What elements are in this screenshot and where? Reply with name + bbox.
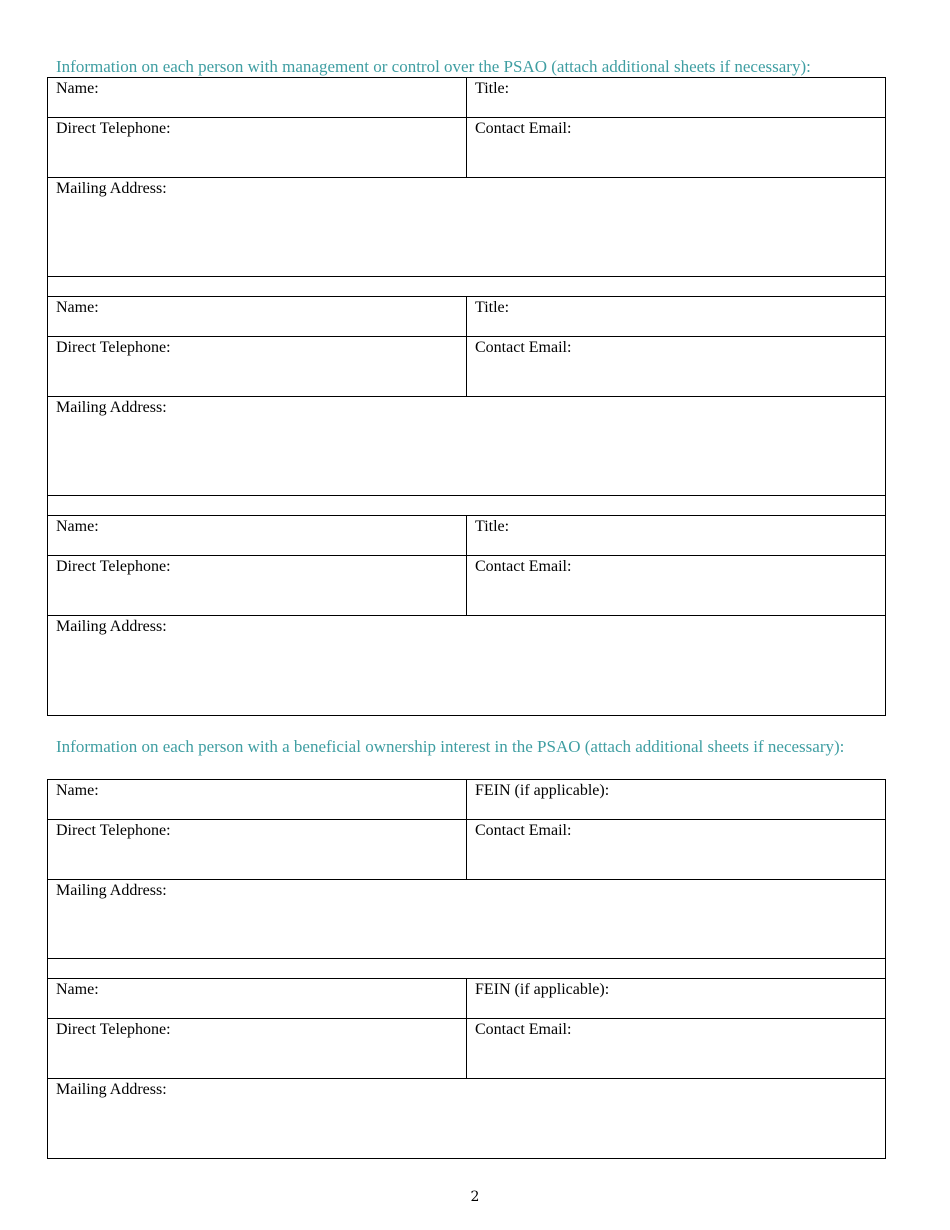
title-label: Title:	[475, 299, 510, 316]
name-title-row	[48, 516, 885, 556]
direct-telephone-field[interactable]	[48, 556, 467, 615]
ownership-table	[47, 779, 886, 1159]
contact-email-label: Contact Email:	[475, 558, 572, 575]
mailing-address-row	[48, 397, 885, 496]
direct-telephone-field[interactable]	[48, 820, 467, 879]
title-field[interactable]	[467, 78, 885, 117]
name-label: Name:	[56, 518, 99, 535]
name-label: Name:	[56, 782, 99, 799]
mailing-address-field[interactable]	[48, 1079, 885, 1158]
contact-email-field[interactable]	[467, 337, 885, 396]
contact-email-label: Contact Email:	[475, 339, 572, 356]
contact-email-label: Contact Email:	[475, 822, 572, 839]
name-label: Name:	[56, 299, 99, 316]
fein-label: FEIN (if applicable):	[475, 782, 610, 799]
name-title-row	[48, 297, 885, 337]
contact-email-label: Contact Email:	[475, 120, 572, 137]
page-number: 2	[470, 1189, 480, 1205]
contact-email-label: Contact Email:	[475, 1021, 572, 1038]
contact-email-field[interactable]	[467, 118, 885, 177]
mailing-address-label: Mailing Address:	[56, 882, 167, 899]
mailing-address-row	[48, 1079, 885, 1158]
direct-telephone-field[interactable]	[48, 337, 467, 396]
ownership-section-heading: Information on each person with a beneficial ownership interest in the PSAO (attach additional sheets if necessary):	[56, 737, 845, 756]
mailing-address-row	[48, 880, 885, 959]
management-section-heading: Information on each person with management or control over the PSAO (attach additional sheets if necessary):	[56, 57, 811, 76]
contact-email-field[interactable]	[467, 820, 885, 879]
title-field[interactable]	[467, 516, 885, 555]
name-field[interactable]	[48, 78, 467, 117]
title-label: Title:	[475, 518, 510, 535]
direct-telephone-field[interactable]	[48, 118, 467, 177]
direct-telephone-label: Direct Telephone:	[56, 339, 171, 356]
phone-email-row	[48, 1019, 885, 1079]
name-field[interactable]	[48, 297, 467, 336]
mailing-address-field[interactable]	[48, 880, 885, 958]
title-label: Title:	[475, 80, 510, 97]
mailing-address-label: Mailing Address:	[56, 1081, 167, 1098]
phone-email-row	[48, 556, 885, 616]
name-label: Name:	[56, 981, 99, 998]
name-title-row	[48, 78, 885, 118]
direct-telephone-label: Direct Telephone:	[56, 120, 171, 137]
mailing-address-label: Mailing Address:	[56, 180, 167, 197]
mailing-address-row	[48, 616, 885, 715]
direct-telephone-label: Direct Telephone:	[56, 558, 171, 575]
direct-telephone-field[interactable]	[48, 1019, 467, 1078]
name-fein-row	[48, 780, 885, 820]
management-table	[47, 77, 886, 716]
fein-label: FEIN (if applicable):	[475, 981, 610, 998]
mailing-address-field[interactable]	[48, 616, 885, 715]
entry-separator	[48, 277, 885, 297]
contact-email-field[interactable]	[467, 556, 885, 615]
mailing-address-field[interactable]	[48, 178, 885, 276]
name-field[interactable]	[48, 516, 467, 555]
mailing-address-label: Mailing Address:	[56, 618, 167, 635]
fein-field[interactable]	[467, 979, 885, 1018]
mailing-address-row	[48, 178, 885, 277]
entry-separator	[48, 496, 885, 516]
mailing-address-field[interactable]	[48, 397, 885, 495]
name-field[interactable]	[48, 979, 467, 1018]
title-field[interactable]	[467, 297, 885, 336]
name-field[interactable]	[48, 780, 467, 819]
name-fein-row	[48, 979, 885, 1019]
name-label: Name:	[56, 80, 99, 97]
entry-separator	[48, 959, 885, 979]
direct-telephone-label: Direct Telephone:	[56, 1021, 171, 1038]
direct-telephone-label: Direct Telephone:	[56, 822, 171, 839]
fein-field[interactable]	[467, 780, 885, 819]
phone-email-row	[48, 337, 885, 397]
contact-email-field[interactable]	[467, 1019, 885, 1078]
mailing-address-label: Mailing Address:	[56, 399, 167, 416]
phone-email-row	[48, 118, 885, 178]
phone-email-row	[48, 820, 885, 880]
